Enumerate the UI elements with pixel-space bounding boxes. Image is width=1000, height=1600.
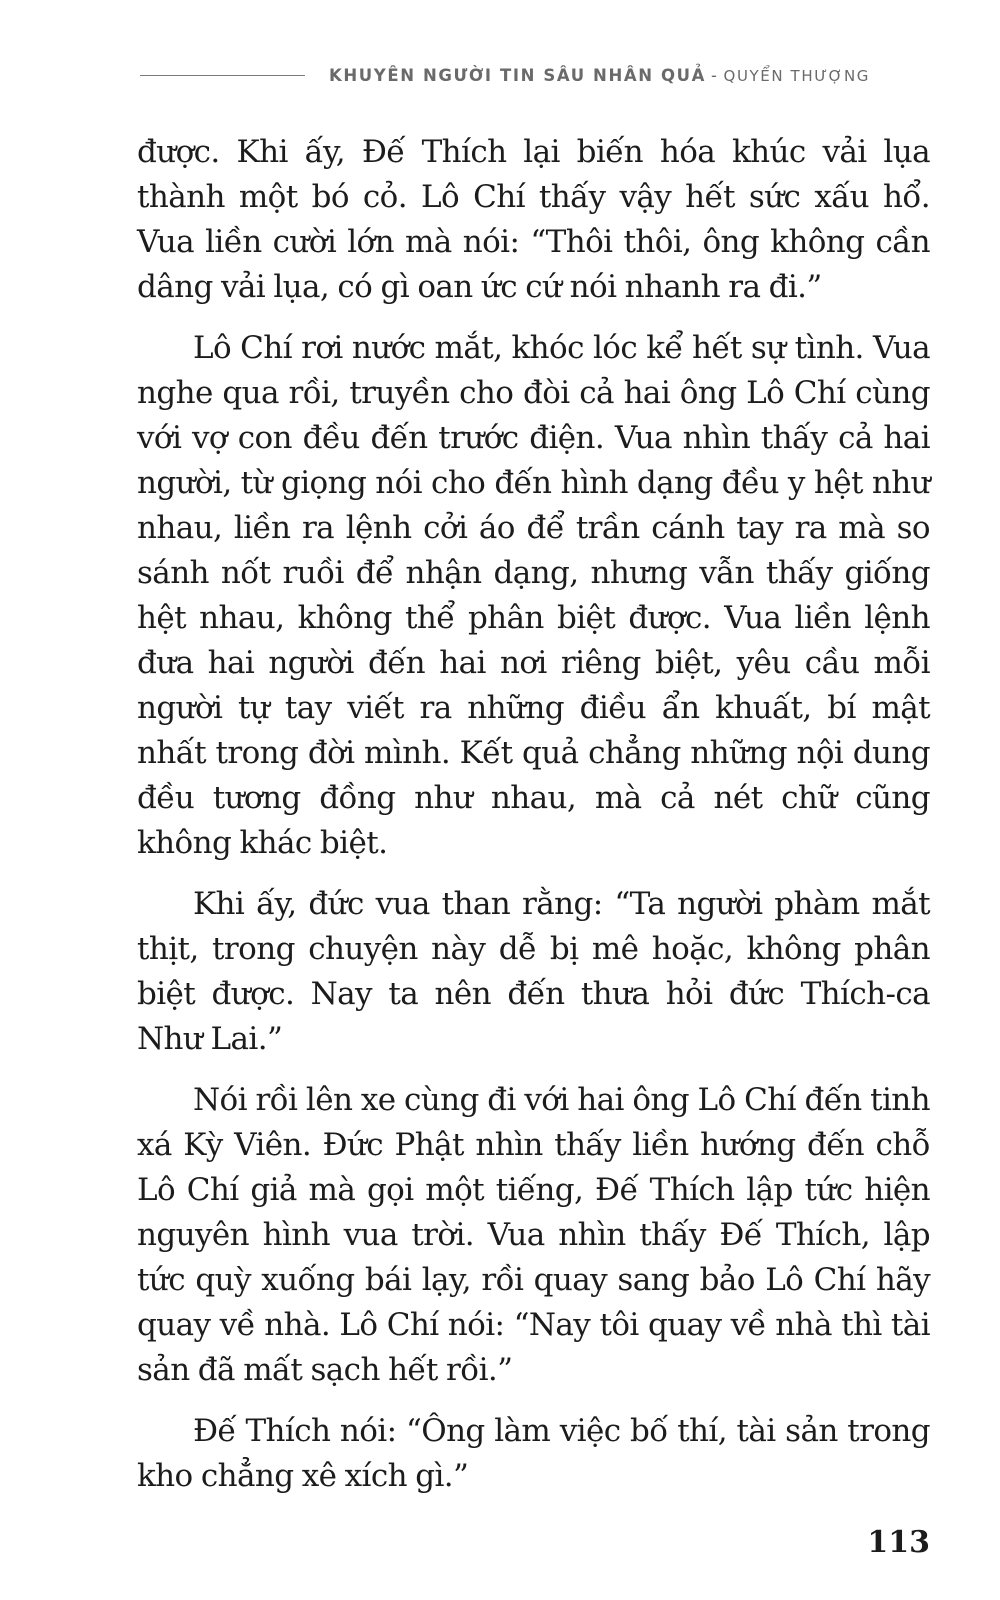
header-text (329, 66, 870, 85)
header-rule (140, 75, 305, 76)
header-series-title: KHUYÊN NGƯỜI TIN SÂU NHÂN QUẢ (329, 65, 706, 85)
paragraph-continued: được. Khi ấy, Đế Thích lại biến hóa khúc vải lụa thành một bó cỏ. Lô Chí thấy vậy hết sức xấu hổ. Vua liền cười lớn mà nói: “Thôi thôi, ông không cần dâng vải lụa, có gì oan ức cứ nói nhanh ra đi.” (137, 134, 930, 305)
paragraph: Đế Thích nói: “Ông làm việc bố thí, tài sản trong kho chẳng xê xích gì.” (137, 1413, 930, 1494)
header-separator: - (710, 65, 719, 85)
running-header (140, 60, 930, 90)
page-body (137, 130, 930, 1515)
paragraph: Lô Chí rơi nước mắt, khóc lóc kể hết sự tình. Vua nghe qua rồi, truyền cho đòi cả hai ông Lô Chí cùng với vợ con đều đến trước điện. Vua nhìn thấy cả hai người, từ giọng nói cho đến hình dạng đều y hệt như nhau, liền ra lệnh cởi áo để trần cánh tay ra mà so sánh nốt ruồi để nhận dạng, nhưng vẫn thấy giống hệt nhau, không thể phân biệt được. Vua liền lệnh đưa hai người đến hai nơi riêng biệt, yêu cầu mỗi người tự tay viết ra những điều ẩn khuất, bí mật nhất trong đời mình. Kết quả chẳng những nội dung đều tương đồng như nhau, mà cả nét chữ cũng không khác biệt. (137, 330, 930, 861)
paragraph: Nói rồi lên xe cùng đi với hai ông Lô Chí đến tinh xá Kỳ Viên. Đức Phật nhìn thấy liền hướng đến chỗ Lô Chí giả mà gọi một tiếng, Đế Thích lập tức hiện nguyên hình vua trời. Vua nhìn thấy Đế Thích, lập tức quỳ xuống bái lạy, rồi quay sang bảo Lô Chí hãy quay về nhà. Lô Chí nói: “Nay tôi quay về nhà thì tài sản đã mất sạch hết rồi.” (137, 1082, 930, 1388)
header-volume: QUYỂN THƯỢNG (723, 66, 871, 85)
paragraph: Khi ấy, đức vua than rằng: “Ta người phàm mắt thịt, trong chuyện này dễ bị mê hoặc, không phân biệt được. Nay ta nên đến thưa hỏi đức Thích-ca Như Lai.” (137, 886, 930, 1057)
page-number: 113 (867, 1525, 930, 1560)
